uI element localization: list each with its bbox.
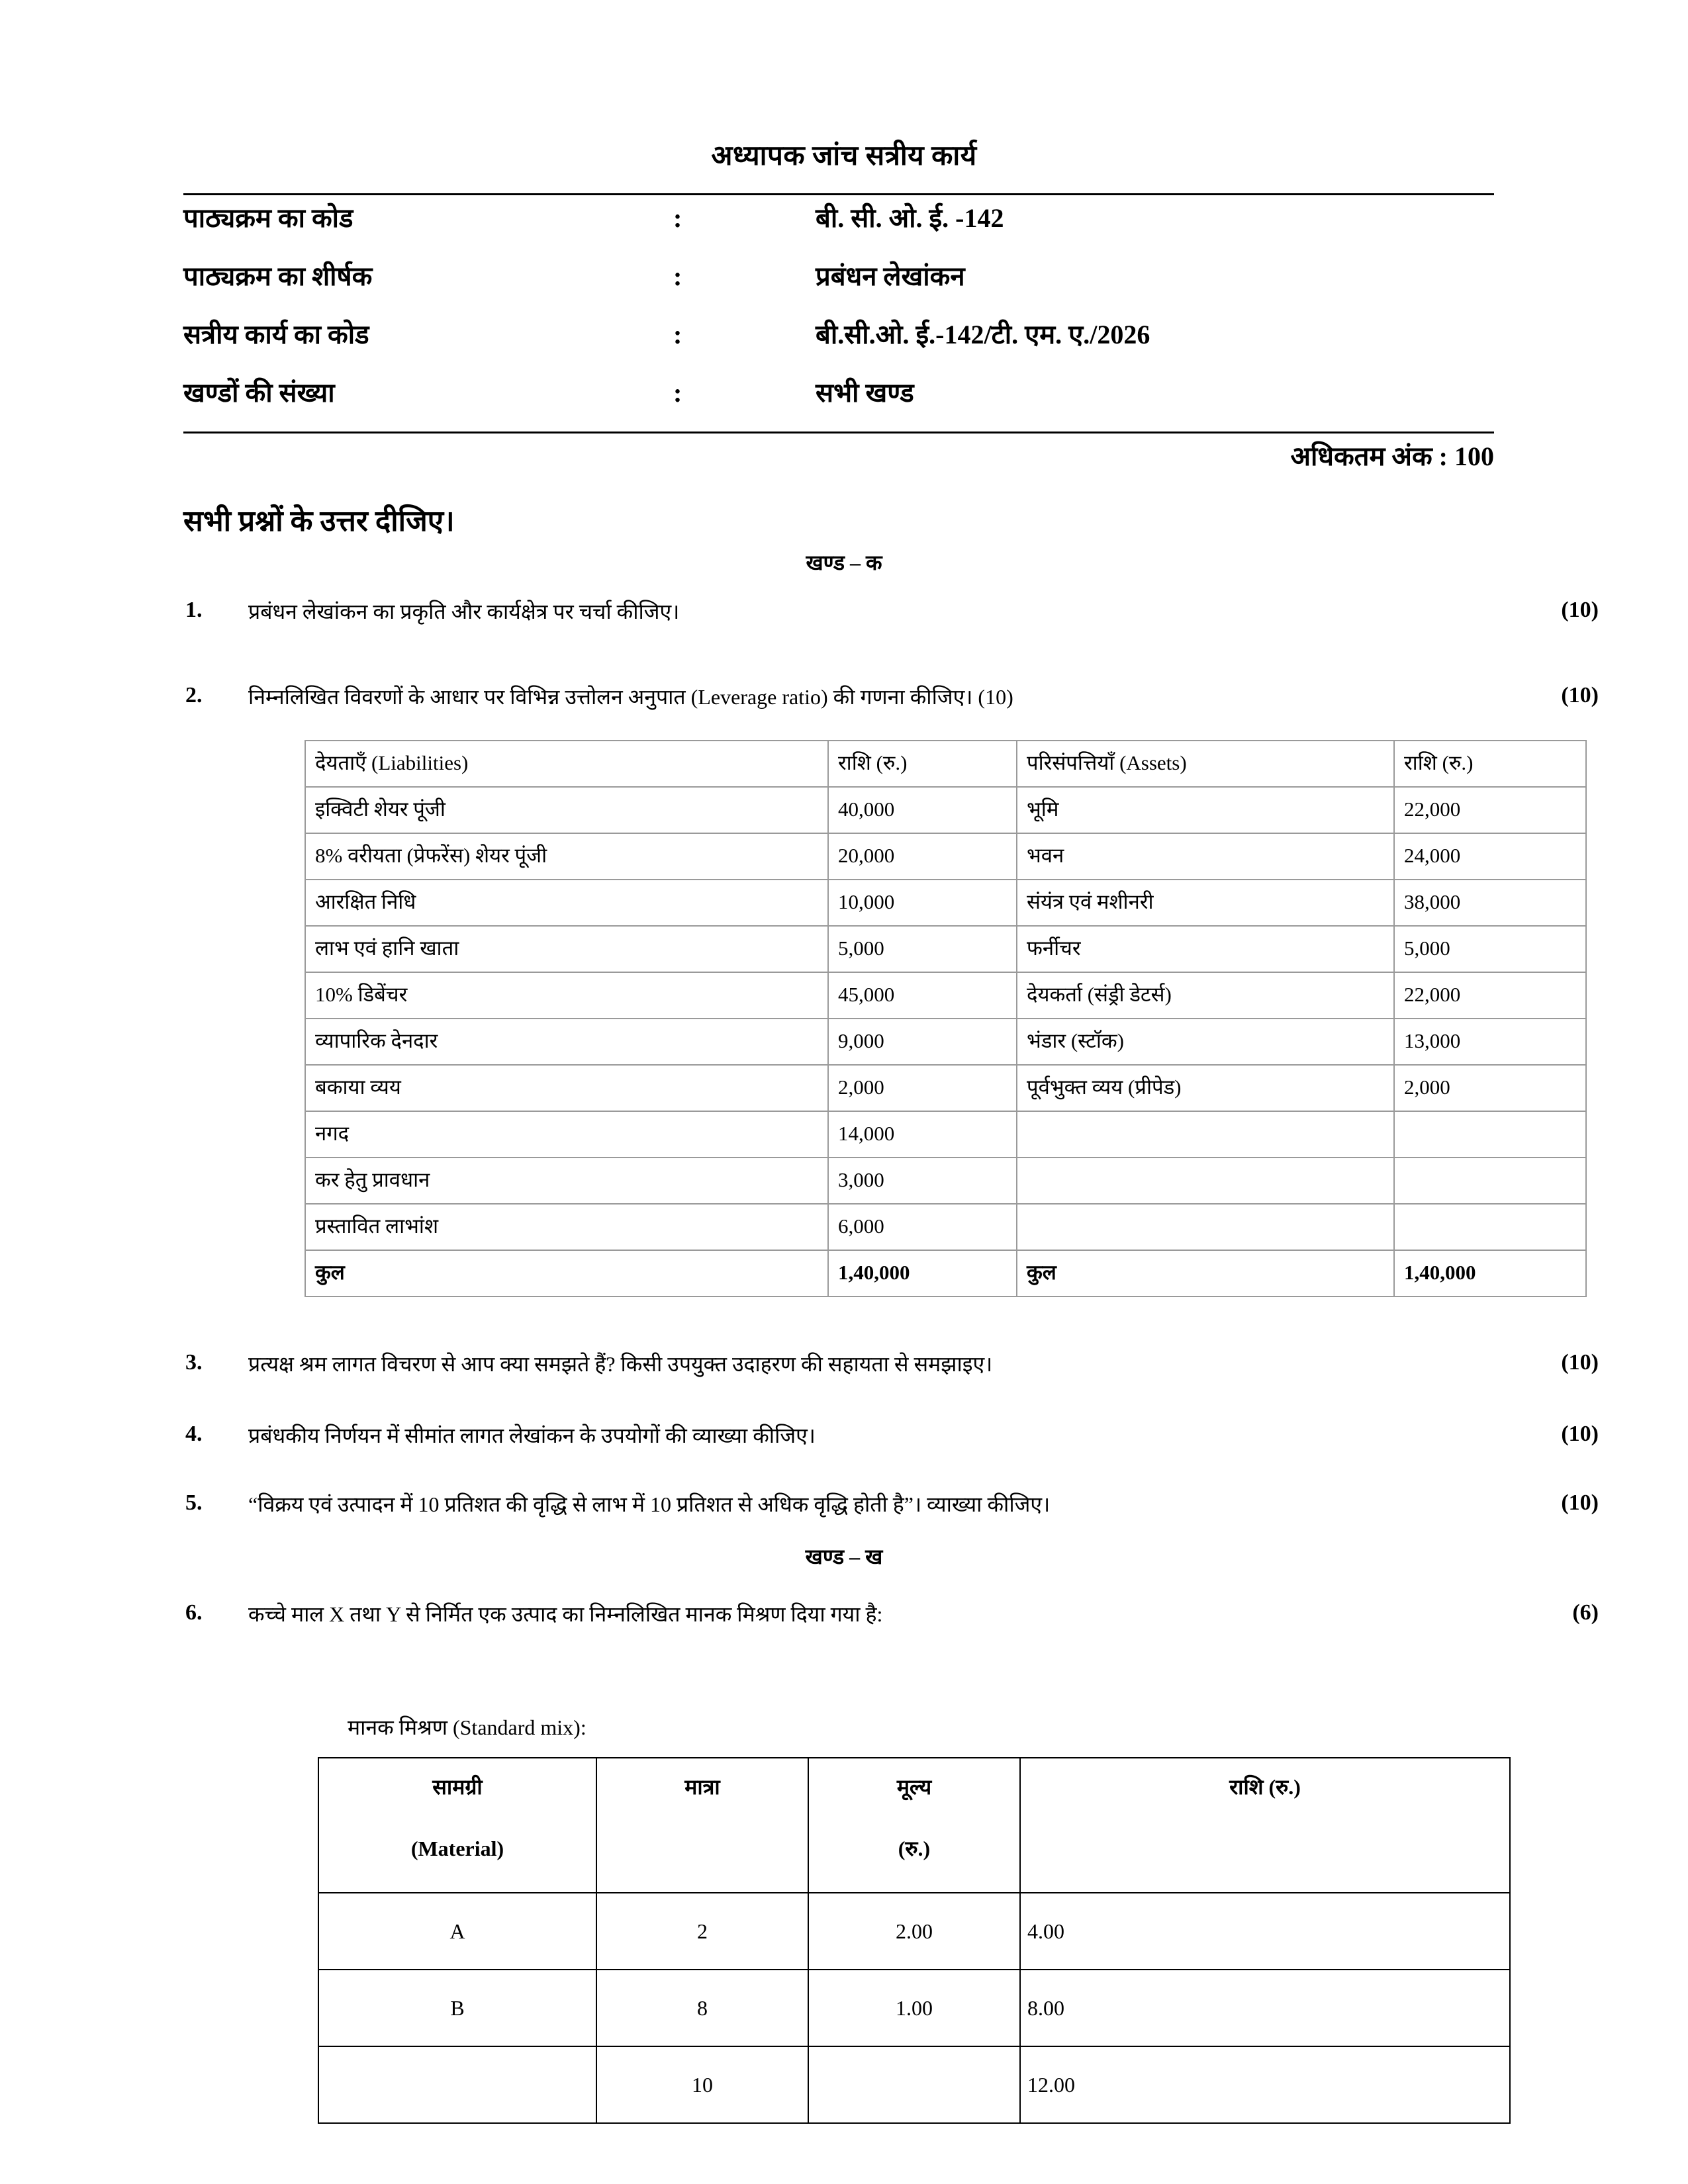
question-item-3 [185,1350,1688,1379]
table-header-row [305,741,1586,787]
header-cell-liabilities: देयताएँ (Liabilities) [305,741,828,787]
question-item-5 [185,1490,1688,1519]
question-item-4 [185,1422,1688,1450]
question-item-2 [185,683,1688,711]
cell-liability: व्यापारिक देनदार [305,1019,828,1065]
meta-row-assignment-code [183,315,1501,373]
cell-amount-right [1394,1158,1586,1204]
section-heading-a: खण्ड – क [806,551,882,574]
question-marks-1: (10) [1561,598,1599,622]
cell-asset: भंडार (स्टॉक) [1017,1019,1394,1065]
question-number-2: 2. [185,683,203,707]
meta-value-blocks-count: सभी खण्ड [816,378,914,408]
cell-asset: भवन [1017,833,1394,880]
meta-label-blocks-count: खण्डों की संख्या [183,378,335,408]
meta-row-course-title [183,257,1501,315]
cell-price: 2.00 [808,1893,1020,1970]
max-marks-label: अधिकतम अंक : 100 [1290,441,1494,471]
table-row [305,972,1586,1019]
cell-asset: पूर्वभुक्त व्यय (प्रीपेड) [1017,1065,1394,1111]
meta-value-course-title: प्रबंधन लेखांकन [816,261,965,291]
cell-liability: कर हेतु प्रावधान [305,1158,828,1204]
question-text-4: प्रबंधकीय निर्णयन में सीमांत लागत लेखांकन के उपयोगों की व्याख्या कीजिए। [248,1424,816,1447]
cell-asset: संयंत्र एवं मशीनरी [1017,880,1394,926]
cell-amount-right: 5,000 [1394,926,1586,972]
cell-quantity: 8 [596,1970,808,2046]
cell-asset [1017,1158,1394,1204]
cell-amount-left: 5,000 [828,926,1017,972]
course-meta-block [183,199,1501,432]
table-row [305,880,1586,926]
total-cell-amount-right: 1,40,000 [1394,1250,1586,1297]
question-text-1: प्रबंधन लेखांकन का प्रकृति और कार्यक्षेत्र पर चर्चा कीजिए। [248,600,680,623]
header-cell-quantity: मात्रा [596,1758,808,1893]
question-item-1 [185,598,1688,626]
cell-amount-right: 22,000 [1394,972,1586,1019]
table-row [305,787,1586,833]
cell-amount-right: 2,000 [1394,1065,1586,1111]
question-number-4: 4. [185,1422,203,1446]
standard-mix-caption: मानक मिश्रण (Standard mix): [348,1715,586,1739]
meta-row-course-code [183,199,1501,257]
question-text-5: “विक्रय एवं उत्पादन में 10 प्रतिशत की वृद्धि से लाभ में 10 प्रतिशत से अधिक वृद्धि होती है”। व्याख्या कीजिए। [248,1492,1051,1516]
cell-material: A [318,1893,596,1970]
cell-amount: 12.00 [1020,2046,1510,2123]
standard-mix-table [318,1757,1511,2124]
cell-asset: देयकर्ता (संड्री डेटर्स) [1017,972,1394,1019]
question-marks-2: (10) [1561,683,1599,707]
cell-liability: इक्विटी शेयर पूंजी [305,787,828,833]
question-text-3: प्रत्यक्ष श्रम लागत विचरण से आप क्या समझते हैं? किसी उपयुक्त उदाहरण की सहायता से समझाइए। [248,1352,993,1376]
cell-liability: 10% डिबेंचर [305,972,828,1019]
table-row [305,1065,1586,1111]
meta-value-course-code: बी. सी. ओ. ई. -142 [816,203,1004,233]
question-number-6: 6. [185,1600,203,1625]
cell-amount-right: 22,000 [1394,787,1586,833]
header-material-line1: सामग्री [432,1775,483,1799]
table-row [318,1893,1510,1970]
cell-amount-left: 45,000 [828,972,1017,1019]
meta-label-course-code: पाठ्यक्रम का कोड [183,203,353,233]
meta-colon-blocks-count: : [673,378,682,408]
question-marks-4: (10) [1561,1422,1599,1446]
cell-amount-left: 40,000 [828,787,1017,833]
header-cell-assets: परिसंपत्तियाँ (Assets) [1017,741,1394,787]
cell-amount-left: 2,000 [828,1065,1017,1111]
question-item-6 [185,1600,1688,1629]
cell-liability: आरक्षित निधि [305,880,828,926]
table-total-row [305,1250,1586,1297]
question-text-2: निम्नलिखित विवरणों के आधार पर विभिन्न उत्तोलन अनुपात (Leverage ratio) की गणना कीजिए। (10) [248,685,1013,709]
meta-row-blocks-count [183,373,1501,432]
cell-amount: 4.00 [1020,1893,1510,1970]
header-price-line1: मूल्य [896,1775,932,1799]
cell-amount-right [1394,1204,1586,1250]
meta-value-assignment-code: बी.सी.ओ. ई.-142/टी. एम. ए./2026 [816,320,1150,349]
cell-asset [1017,1111,1394,1158]
cell-amount-left: 14,000 [828,1111,1017,1158]
table-row [305,1111,1586,1158]
header-material-line2: (Material) [410,1836,504,1860]
table-header-row [318,1758,1510,1893]
meta-label-assignment-code: सत्रीय कार्य का कोड [183,320,369,349]
cell-material: B [318,1970,596,2046]
question-marks-5: (10) [1561,1490,1599,1515]
header-rule-bottom [183,432,1494,433]
cell-quantity: 2 [596,1893,808,1970]
cell-liability: प्रस्तावित लाभांश [305,1204,828,1250]
question-number-3: 3. [185,1350,203,1375]
total-cell-amount-left: 1,40,000 [828,1250,1017,1297]
cell-quantity: 10 [596,2046,808,2123]
question-marks-6: (6) [1572,1600,1599,1625]
meta-colon-course-title: : [673,261,682,291]
table-row [305,1158,1586,1204]
balance-sheet-table [305,740,1587,1297]
standard-mix-table-wrapper [318,1757,1511,2124]
question-number-5: 5. [185,1490,203,1515]
table-row [305,926,1586,972]
cell-amount: 8.00 [1020,1970,1510,2046]
question-number-1: 1. [185,598,203,622]
cell-asset [1017,1204,1394,1250]
cell-amount-right [1394,1111,1586,1158]
table-row [318,1970,1510,2046]
cell-amount-right: 24,000 [1394,833,1586,880]
cell-liability: लाभ एवं हानि खाता [305,926,828,972]
page-title: अध्यापक जांच सत्रीय कार्य [711,141,977,171]
header-price-line2: (रु.) [898,1836,931,1860]
cell-liability: बकाया व्यय [305,1065,828,1111]
cell-asset: फर्नीचर [1017,926,1394,972]
cell-liability: 8% वरीयता (प्रेफरेंस) शेयर पूंजी [305,833,828,880]
cell-amount-left: 3,000 [828,1158,1017,1204]
cell-liability: नगद [305,1111,828,1158]
cell-material [318,2046,596,2123]
meta-colon-course-code: : [673,203,682,233]
section-heading-b: खण्ड – ख [805,1545,883,1569]
question-marks-3: (10) [1561,1350,1599,1375]
header-cell-amount-right: राशि (रु.) [1394,741,1586,787]
table-total-row [318,2046,1510,2123]
table-row [305,833,1586,880]
header-rule-top [183,193,1494,195]
total-cell-liability: कुल [305,1250,828,1297]
header-cell-amount-left: राशि (रु.) [828,741,1017,787]
header-cell-amount: राशि (रु.) [1020,1758,1510,1893]
cell-price [808,2046,1020,2123]
cell-amount-left: 6,000 [828,1204,1017,1250]
cell-amount-left: 9,000 [828,1019,1017,1065]
table-row [305,1019,1586,1065]
cell-amount-right: 13,000 [1394,1019,1586,1065]
question-text-6: कच्चे माल X तथा Y से निर्मित एक उत्पाद का निम्नलिखित मानक मिश्रण दिया गया है: [248,1602,883,1626]
cell-asset: भूमि [1017,787,1394,833]
instruction-text: सभी प्रश्नों के उत्तर दीजिए। [183,505,455,537]
header-cell-material [318,1758,596,1893]
cell-amount-left: 10,000 [828,880,1017,926]
cell-amount-right: 38,000 [1394,880,1586,926]
header-cell-price [808,1758,1020,1893]
balance-sheet-table-wrapper [305,740,1585,1297]
meta-label-course-title: पाठ्यक्रम का शीर्षक [183,261,373,291]
cell-price: 1.00 [808,1970,1020,2046]
total-cell-asset: कुल [1017,1250,1394,1297]
table-row [305,1204,1586,1250]
cell-amount-left: 20,000 [828,833,1017,880]
meta-colon-assignment-code: : [673,320,682,349]
